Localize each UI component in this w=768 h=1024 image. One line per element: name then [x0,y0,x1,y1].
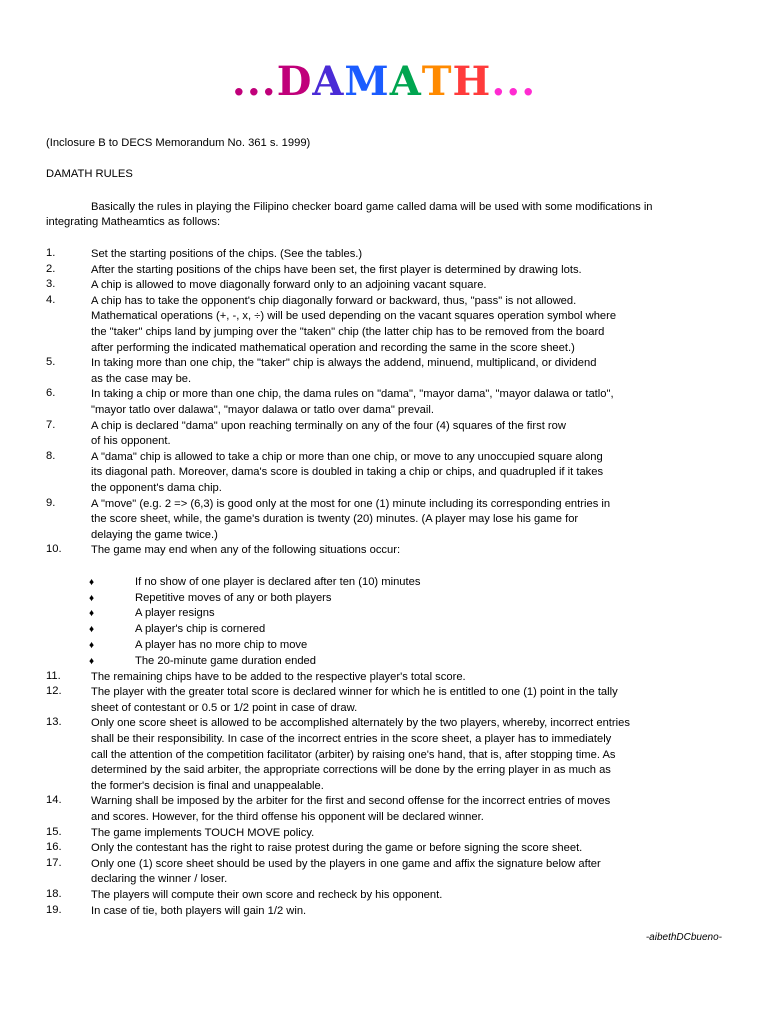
rule-number: 9. [46,496,56,509]
rule-text-line: and scores. However, for the third offense his opponent will be declared winner. [91,811,484,823]
rule-item [0,543,768,559]
intro-paragraph-line: Basically the rules in playing the Filipino checker board game called dama will be used with some modifications in [91,201,653,213]
rule-number: 3. [46,278,56,291]
rule-number: 4. [46,293,56,306]
bullet-item [0,591,768,607]
rule-item [0,450,768,497]
rule-text-line: Only the contestant has the right to raise protest during the game or before signing the score sheet. [91,842,583,855]
rule-number: 2. [46,262,56,275]
title-letter: H [452,58,492,105]
rule-text-line: the score sheet, while, the game's duration is twenty (20) minutes. (A player may lose his game for [91,513,579,526]
rule-text-line: Warning shall be imposed by the arbiter for the first and second offense for the incorrect entries of moves [91,795,611,808]
bullet-text: Repetitive moves of any or both players [135,591,332,604]
rule-text-line: as the case may be. [91,372,192,385]
title-letter: . [521,58,537,105]
rule-text-line: "mayor tatlo over dalawa", "mayor dalawa or tatlo over dama" prevail. [91,403,434,416]
rule-text-line: the opponent's dama chip. [91,481,222,494]
rule-item [0,888,768,904]
rules-list [0,247,768,919]
author-signature: -aibethDCbueno- [645,932,722,943]
rule-number: 1. [46,247,56,259]
rule-text-line: after performing the indicated mathematical operation and recording the same in the score sheet.) [91,341,575,354]
rule-text-line: declaring the winner / loser. [91,873,228,886]
rule-text-line: In taking more than one chip, the "taker" chip is always the addend, minuend, multiplicand, or dividend [91,357,597,370]
intro-paragraph-line: integrating Matheamtics as follows: [46,216,221,228]
diamond-bullet-icon: ♦ [89,608,95,620]
rule-text-line: The game implements TOUCH MOVE policy. [91,826,315,839]
rule-number: 17. [46,856,62,869]
rule-text-line: Mathematical operations (+, -, x, ÷) will be used depending on the vacant squares operation symbol where [91,310,617,323]
rule-item [0,497,768,544]
rule-text-line: A chip has to take the opponent's chip diagonally forward or backward, thus, "pass" is not allowed. [91,294,577,307]
title-letter: T [421,58,453,105]
rule-text-line: A "move" (e.g. 2 => (6,3) is good only at the most for one (1) minute including its corresponding entries in [91,497,611,510]
rule-number: 6. [46,387,56,400]
rule-item [0,857,768,888]
diamond-bullet-icon: ♦ [89,640,95,652]
memorandum-reference: (Inclosure B to DECS Memorandum No. 361 s. 1999) [46,137,311,149]
rule-text-line: A chip is allowed to move diagonally forward only to an adjoining vacant square. [91,279,487,292]
title-letter: . [231,58,247,105]
end-conditions-list [0,559,768,670]
title-letter: A [312,58,345,105]
rule-text-line: the former's decision is final and unappealable. [91,779,324,792]
rule-text-line: the "taker" chips land by jumping over the "taken" chip (the latter chip has to be removed from the board [91,325,605,338]
rule-text-line: The remaining chips have to be added to the respective player's total score. [91,670,466,683]
rule-text-line: its diagonal path. Moreover, dama's score is doubled in taking a chip or chips, and quadrupled if it takes [91,466,604,479]
rule-text-line: A "dama" chip is allowed to take a chip or more than one chip, or move to any unoccupied square along [91,450,603,463]
diamond-bullet-icon: ♦ [89,655,95,667]
rule-number: 10. [46,543,62,556]
rule-text-line: Set the starting positions of the chips. (See the tables.) [91,248,363,260]
rule-number: 16. [46,841,62,854]
rule-item [0,263,768,279]
rule-item [0,685,768,716]
rule-text-line: delaying the game twice.) [91,528,218,541]
bullet-text: The 20-minute game duration ended [135,654,316,667]
rule-number: 7. [46,418,56,431]
rule-text-line: A chip is declared "dama" upon reaching terminally on any of the four (4) squares of the first row [91,419,566,432]
rule-text-line: Only one score sheet is allowed to be accomplished alternately by the two players, whereby, incorrect entries [91,717,630,730]
rule-item [0,826,768,842]
bullet-item [0,654,768,670]
rule-item [0,419,768,450]
rule-text-line: In case of tie, both players will gain 1/2 win. [91,904,307,917]
rule-item [0,716,768,794]
rule-number: 15. [46,825,62,838]
rule-number: 8. [46,449,56,462]
rule-item [0,794,768,825]
rule-number: 18. [46,887,62,900]
bullet-text: If no show of one player is declared after ten (10) minutes [135,575,421,588]
title-letter: M [344,58,390,105]
diamond-bullet-icon: ♦ [89,576,95,588]
rule-text-line: The game may end when any of the following situations occur: [91,544,401,557]
rule-item [0,841,768,857]
rule-item [0,387,768,418]
rule-text-line: After the starting positions of the chips have been set, the first player is determined by drawing lots. [91,263,582,276]
rule-number: 19. [46,903,62,916]
rule-text-line: call the attention of the competition facilitator (arbiter) by raising one's hand, that is, after stopping time. As [91,748,616,761]
title-letter: . [246,58,262,105]
rule-text-line: of his opponent. [91,435,171,448]
rule-number: 5. [46,356,56,369]
rule-item [0,356,768,387]
rule-text-line: The players will compute their own score and recheck by his opponent. [91,888,443,901]
diamond-bullet-icon: ♦ [89,592,95,604]
bullet-text: A player's chip is cornered [135,623,266,636]
rule-text-line: sheet of contestant or 0.5 or 1/2 point in case of draw. [91,701,358,714]
title-letter: A [389,58,422,105]
title-letter: . [506,58,522,105]
rule-item [0,247,768,263]
bullet-item [0,606,768,622]
diamond-bullet-icon: ♦ [89,624,95,636]
bullet-item [0,575,768,591]
rule-item [0,670,768,686]
rule-number: 12. [46,685,62,698]
rule-number: 14. [46,794,62,807]
title-letter: . [261,58,277,105]
rule-item [0,294,768,356]
rule-item [0,904,768,920]
bullet-text: A player has no more chip to move [135,639,308,652]
rule-text-line: Only one (1) score sheet should be used by the players in one game and affix the signature below after [91,857,601,870]
rule-text-line: The player with the greater total score is declared winner for which he is entitled to one (1) point in the tally [91,686,618,699]
bullet-text: A player resigns [135,607,215,620]
section-heading: DAMATH RULES [46,168,133,180]
title-letter: . [491,58,507,105]
rule-text-line: shall be their responsibility. In case of the incorrect entries in the score sheet, a player has to immediately [91,733,612,746]
rule-text-line: determined by the said arbiter, the appropriate corrections will be done by the erring player in as much as [91,764,611,777]
page-title [0,58,768,105]
bullet-item [0,638,768,654]
rule-item [0,278,768,294]
rule-number: 11. [46,669,61,682]
title-letter: D [276,58,313,105]
rule-text-line: In taking a chip or more than one chip, the dama rules on "dama", "mayor dama", "mayor dalawa or tatlo", [91,388,614,401]
bullet-item [0,622,768,638]
rule-number: 13. [46,716,62,729]
